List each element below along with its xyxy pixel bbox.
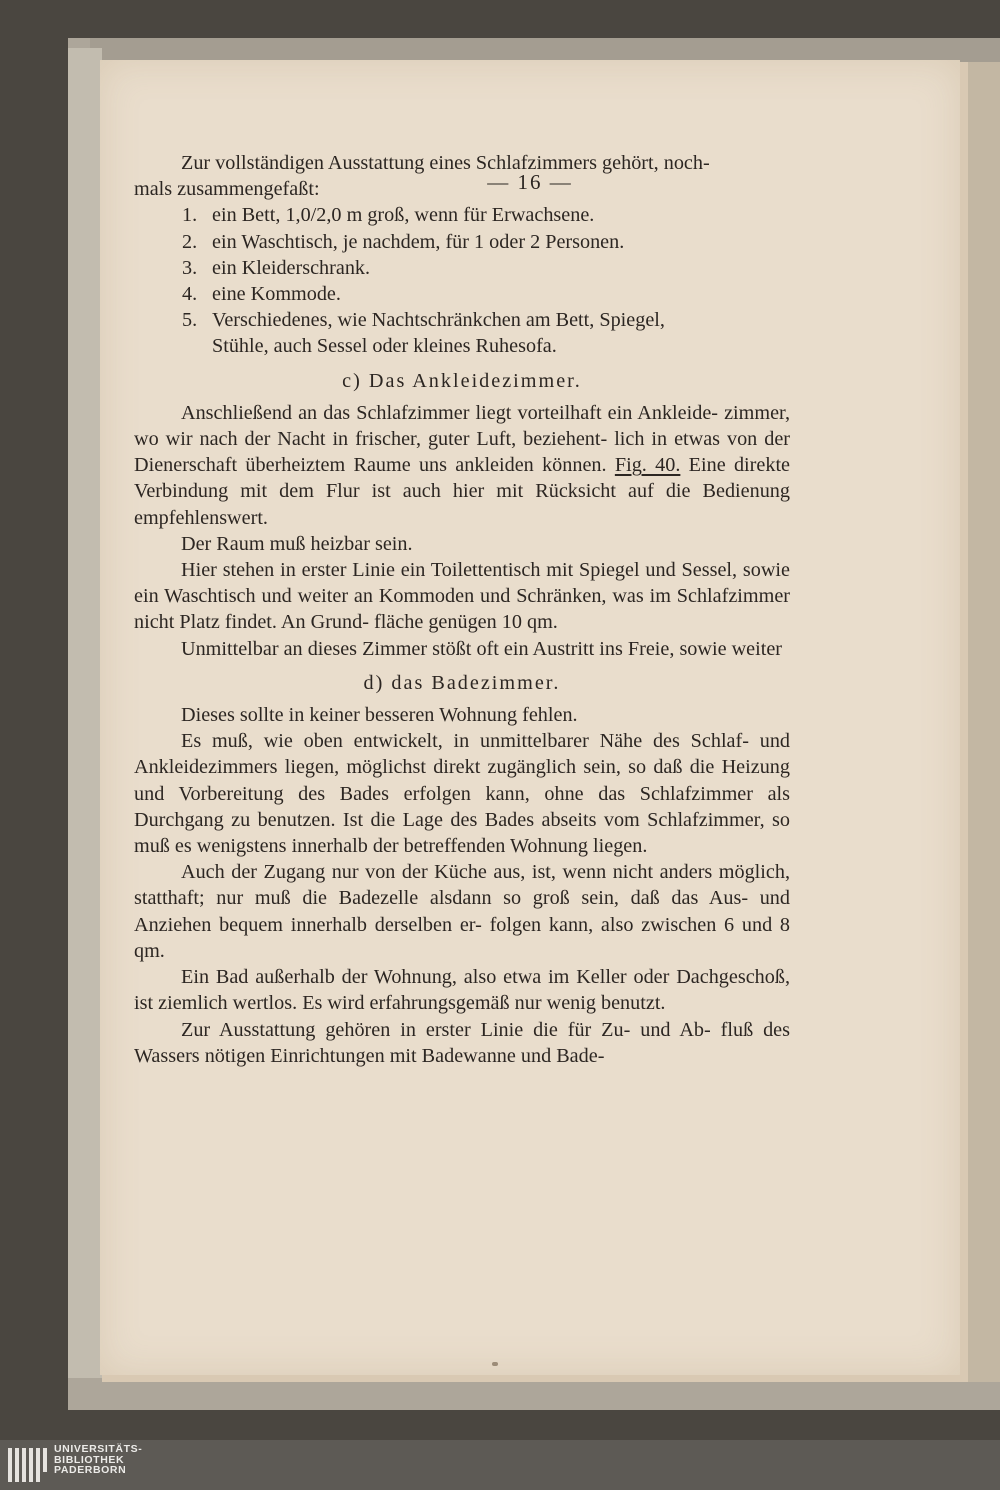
figure-reference: Fig. 40.: [614, 454, 681, 477]
page-text: [134, 150, 790, 1069]
paragraph: Der Raum muß heizbar sein.: [181, 532, 413, 555]
paragraph: Anschließend an das Schlafzimmer liegt vorteilhaft ein Ankleide- zimmer, wo wir nach der Nacht in frischer, guter Luft, beziehent- lich in etwas von der Dienerschaft überheiztem Raume uns ankleiden können. Fig. 40. Eine direkte Verbindung mit dem Flur ist auch hier mit Rücksicht auf die Bedienung empfehlenswert.: [134, 401, 791, 529]
list-item: 3. ein Kleiderschrank.: [182, 256, 371, 279]
paragraph: Zur Ausstattung gehören in erster Linie die für Zu- und Ab- fluß des Wassers nötigen Einrichtungen mit Badewanne und Bade-: [134, 1018, 790, 1067]
list-item: 1. ein Bett, 1,0/2,0 m groß, wenn für Erwachsene.: [182, 204, 595, 227]
paragraph: Unmittelbar an dieses Zimmer stößt oft ein Austritt ins Freie, sowie weiter: [181, 637, 783, 660]
paragraph: Hier stehen in erster Linie ein Toilettentisch mit Spiegel und Sessel, sowie ein Waschtisch und weiter an Kommoden und Schränken, was im Schlafzimmer nicht Platz findet. An Grund- fläche genügen 10 qm.: [134, 559, 790, 634]
paragraph: Es muß, wie oben entwickelt, in unmittelbarer Nähe des Schlaf- und Ankleidezimmers liegen, möglichst direkt zugänglich sein, so daß die Heizung und Vorbereitung des Bades erfolgen kann, ohne das Schlafzimmer als Durchgang zu benutzen. Ist die Lage des Bades abseits vom Schlafzimmer, so muß es wenigstens innerhalb der betreffenden Wohnung liegen.: [134, 730, 791, 858]
library-logo-icon: [8, 1448, 48, 1484]
page-number: — 16 —: [487, 170, 573, 194]
list-item: 5. Verschiedenes, wie Nachtschränkchen am Bett, Spiegel, Stühle, auch Sessel oder kleines Ruhesofa.: [182, 309, 665, 358]
section-heading-c: c) Das Ankleidezimmer.: [342, 369, 582, 392]
paragraph: Ein Bad außerhalb der Wohnung, also etwa im Keller oder Dachgeschoß, ist ziemlich wertlos. Es wird erfahrungsgemäß nur wenig benutzt.: [134, 966, 790, 1015]
cover-top-edge: [90, 38, 1000, 62]
ink-spot: [492, 1362, 498, 1366]
cover-left-edge: [68, 48, 102, 1378]
section-heading-d: d) das Badezimmer.: [363, 671, 561, 694]
list-item: 4. eine Kommode.: [182, 283, 341, 306]
paragraph: Auch der Zugang nur von der Küche aus, ist, wenn nicht anders möglich, statthaft; nur muß die Badezelle alsdann so groß sein, daß das Aus- und Anziehen bequem innerhalb derselben er- folgen kann, also zwischen 6 und 8 qm.: [134, 861, 791, 962]
paragraph: Dieses sollte in keiner besseren Wohnung fehlen.: [181, 704, 578, 727]
library-name: UNIVERSITÄTS- BIBLIOTHEK PADERBORN: [54, 1443, 143, 1476]
intro-paragraph: Zur vollständigen Ausstattung eines Schlafzimmers gehört, noch- mals zusammengefaßt:: [134, 152, 710, 201]
library-footer: [0, 1440, 1000, 1490]
list-item: 2. ein Waschtisch, je nachdem, für 1 oder 2 Personen.: [182, 230, 625, 253]
